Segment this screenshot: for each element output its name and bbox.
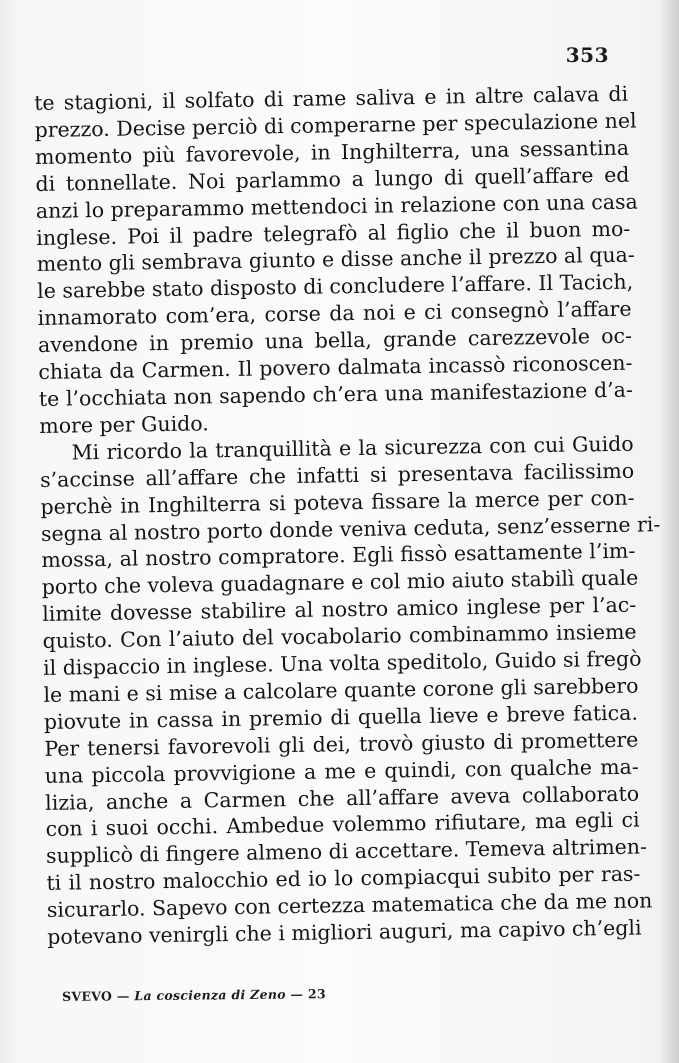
text-line: limite dovesse stabilire al nostro amico inglese per l’ac- <box>42 592 637 627</box>
signature-footer <box>62 986 326 1004</box>
text-line: sicurarlo. Sapevo con certezza matematica che da me non <box>46 888 653 923</box>
text-line: innamorato com’era, corse da noi e ci consegnò l’affare <box>37 296 632 331</box>
paragraph <box>39 430 661 950</box>
text-line: inglese. Poi il padre telegrafò al figlio che il buon mo- <box>36 216 631 250</box>
footer-book-title: La coscienza di Zeno <box>134 986 286 1004</box>
text-line: potevano venirgli che i migliori auguri, ma capivo ch’egli <box>47 915 642 949</box>
text-line: ti il nostro malocchio ed io lo compiacqui subito per ras- <box>46 861 641 896</box>
text-line: chiata da Carmen. Il povero dalmata incassò riconoscen- <box>38 350 633 385</box>
text-line: porto che voleva guadagnare e col mio aiuto stabilì quale <box>41 565 639 600</box>
text-line: una piccola provvigione a me e quindi, con qualche ma- <box>44 754 639 788</box>
footer-separator: — <box>290 986 304 1002</box>
text-line: more per Guido. <box>39 411 210 438</box>
text-line: supplicò di fingere almeno di accettare. Temeva altrimen- <box>45 834 648 869</box>
text-line: perchè in Inghilterra si poteva fissare la merce per con- <box>40 485 635 519</box>
text-line: piovute in cassa in premio di quella lieve e breve fatica. <box>43 700 639 734</box>
text-line: s’accinse all’affare che infatti si presentava facilissimo <box>39 458 635 492</box>
text-line: avendone in premio una bella, grande carezzevole oc- <box>37 323 633 358</box>
text-line: segna al nostro porto donde veniva ceduta, senz’esserne ri- <box>40 511 661 546</box>
footer-author: SVEVO <box>62 988 113 1004</box>
text-line: Per tenersi favorevoli gli dei, trovò giusto di promettere <box>44 727 639 761</box>
text-line: mento gli sembrava giunto e disse anche il prezzo al qua- <box>36 243 635 277</box>
text-line: le mani e si mise a calcolare quante corone gli sarebbero <box>43 673 639 707</box>
body-text <box>34 81 661 951</box>
text-line: il dispaccio in inglese. Una volta speditolo, Guido si fregò <box>42 646 642 680</box>
text-line: anzi lo preparammo mettendoci in relazione con una casa <box>35 189 638 223</box>
text-line: mossa, al nostro compratore. Egli fissò esattamente l’im- <box>41 539 636 573</box>
text-line: lizia, anche a Carmen che all’affare aveva collaborato <box>45 781 640 815</box>
footer-separator: — <box>116 988 130 1004</box>
text-line: quisto. Con l’aiuto del vocabolario combinammo insieme <box>42 619 637 654</box>
text-line: le sarebbe stato disposto di concludere l’affare. Il Tacich, <box>36 269 634 304</box>
text-line: con i suoi occhi. Ambedue volemmo rifiutare, ma egli ci <box>45 808 640 842</box>
text-line: prezzo. Decise perciò di comperarne per speculazione nel <box>34 108 637 142</box>
text-line: te stagioni, il solfato di rame saliva e in altre calava di <box>34 81 629 115</box>
text-line: te l’occhiata non sapendo ch’era una manifestazione d’a- <box>38 377 633 411</box>
text-line: di tonnellate. Noi parlammo a lungo di quell’affare ed <box>35 162 630 196</box>
text-line: momento più favorevole, in Inghilterra, una sessantina <box>34 135 630 169</box>
page-number: 353 <box>565 43 609 67</box>
page-edge-shadow <box>661 0 679 1063</box>
text-line: Mi ricordo la tranquillità e la sicurezza con cui Guido <box>71 431 634 465</box>
paragraph <box>34 81 638 440</box>
footer-signature-number: 23 <box>307 986 327 1002</box>
